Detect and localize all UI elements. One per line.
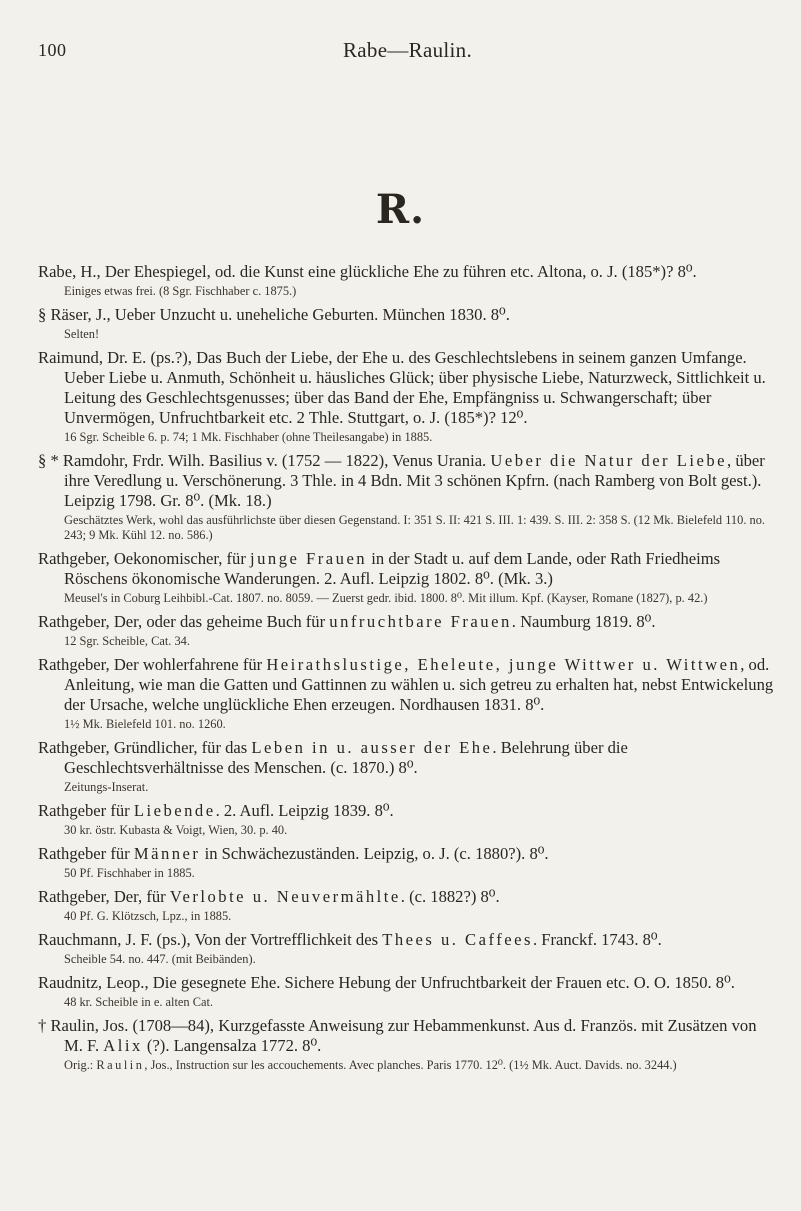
entry-rathgeber-maenner (38, 844, 778, 881)
entry-main (38, 549, 778, 589)
entry-text: , Jos., Instruction sur les accouchements. Avec planches. Paris 1770. 12⁰. (1½ Mk. Auct. Davids. no. 3244.) (144, 1058, 677, 1072)
entry-text: (?). Langensalza 1772. 8⁰. (142, 1036, 322, 1055)
entry-main (38, 930, 778, 950)
entry-note: 30 kr. östr. Kubasta & Voigt, Wien, 30. p. 40. (64, 823, 288, 837)
entry-rathgeber-wohlerfahrene (38, 655, 778, 732)
entry-note (38, 1058, 778, 1073)
entry-rathgeber-liebende (38, 801, 778, 838)
spaced-text: Heirathslustige, Eheleute, junge Wittwer u. Wittwen (266, 655, 741, 674)
entry-text: Rathgeber, Gründlicher, für das (38, 738, 252, 757)
entry-text: † Raulin, Jos. (1708—84), Kurzgefasste Anweisung zur Hebammenkunst. Aus d. Französ. mit Zusätzen von M. F. (38, 1016, 757, 1055)
entry-note: 48 kr. Scheible in e. alten Cat. (64, 995, 213, 1009)
entry-main (38, 655, 778, 715)
entry-text: , über ihre Veredlung u. Verschönerung. 3 Thle. in 4 Bdn. Mit 3 schönen Kpfrn. (nach Ramberg von Bolt gest.). Leipzig 1798. Gr. 8⁰. (Mk. 18.) (64, 451, 765, 510)
entry-text: in der Stadt u. auf dem Lande, oder Rath Friedheims Röschens ökonomische Wanderungen. 2. Aufl. Leipzig 1802. 8⁰. (Mk. 3.) (64, 549, 721, 588)
entry-note: Zeitungs-Inserat. (64, 780, 149, 794)
entry-text: . Belehrung über die Geschlechtsverhältnisse des Menschen. (c. 1870.) 8⁰. (64, 738, 628, 777)
entry-text: Rathgeber für (38, 844, 134, 863)
entry-main: § Räser, J., Ueber Unzucht u. uneheliche Geburten. München 1830. 8⁰. (38, 305, 510, 324)
entry-text: . Franckf. 1743. 8⁰. (532, 930, 662, 949)
spaced-text: unfruchtbare Frauen (329, 612, 512, 631)
entry-rathgeber-geheime (38, 612, 778, 649)
entry-rauchmann (38, 930, 778, 967)
entry-note: 1½ Mk. Bielefeld 101. no. 1260. (64, 717, 226, 731)
entry-raimund (38, 348, 778, 445)
spaced-text: Liebende (133, 801, 216, 820)
entry-text: . 2. Aufl. Leipzig 1839. 8⁰. (215, 801, 394, 820)
entry-rathgeber-oekonomischer (38, 549, 778, 606)
entry-main: Raudnitz, Leop., Die gesegnete Ehe. Sichere Hebung der Unfruchtbarkeit der Frauen etc. O. O. 1850. 8⁰. (38, 973, 735, 992)
entry-main (38, 1016, 778, 1056)
entry-main (38, 612, 778, 632)
entry-main: Rabe, H., Der Ehespiegel, od. die Kunst eine glückliche Ehe zu führen etc. Altona, o. J. (185*)? 8⁰. (38, 262, 697, 281)
entry-text: Rathgeber, Oekonomischer, für (38, 549, 251, 568)
spaced-text: Alix (103, 1036, 143, 1055)
spaced-text: junge Frauen (250, 549, 368, 568)
entry-text: . (c. 1882?) 8⁰. (400, 887, 500, 906)
entry-rathgeber-verlobte (38, 887, 778, 924)
entry-text: Rathgeber für (38, 801, 134, 820)
entry-text: , od. Anleitung, wie man die Gatten und Gattinnen zu wählen u. sich getreu zu erhalten hat, nebst Entwickelung der Ursache, welche unglückliche Ehen erzeugen. Nordhausen 1831. 8⁰. (64, 655, 774, 714)
page-number: 100 (38, 40, 67, 60)
entry-text: Rathgeber, Der, oder das geheime Buch für (38, 612, 330, 631)
entry-text: § * Ramdohr, Frdr. Wilh. Basilius v. (1752 — 1822), Venus Urania. (38, 451, 491, 470)
entry-note: 50 Pf. Fischhaber in 1885. (64, 866, 195, 880)
entry-main (38, 844, 778, 864)
entry-raeser (38, 305, 778, 342)
spaced-text: Raulin (96, 1058, 145, 1072)
entry-text: Orig.: (64, 1058, 97, 1072)
entry-note: Meusel's in Coburg Leihbibl.-Cat. 1807. no. 8059. — Zuerst gedr. ibid. 1800. 8⁰. Mit illum. Kpf. (Kayser, Romane (1827), p. 42.) (64, 591, 708, 605)
entry-rabe (38, 262, 778, 299)
section-letter: R. (375, 186, 426, 233)
entry-main (38, 451, 778, 511)
spaced-text: Verlobte u. Neuvermählte (169, 887, 401, 906)
entry-note: Scheible 54. no. 447. (mit Beibänden). (64, 952, 256, 966)
spaced-text: Thees u. Caffees (382, 930, 533, 949)
entry-text: . Naumburg 1819. 8⁰. (511, 612, 656, 631)
entry-list (38, 262, 778, 1079)
entry-text: in Schwächezuständen. Leipzig, o. J. (c. 1880?). 8⁰. (200, 844, 549, 863)
running-title: Rabe—Raulin. (343, 38, 472, 62)
entry-note: Selten! (64, 327, 100, 341)
spaced-text: Ueber die Natur der Liebe (490, 451, 728, 470)
entry-main (38, 887, 778, 907)
entry-text: Rathgeber, Der wohlerfahrene für (38, 655, 267, 674)
entry-main (38, 801, 778, 821)
entry-note: Geschätztes Werk, wohl das ausführlichste über diesen Gegenstand. I: 351 S. II: 421 S. III. 1: 439. S. III. 2: 358 S. (12 Mk. Bielefeld 110. no. 243; 9 Mk. Kühl 12. no. 586.) (64, 513, 766, 542)
entry-text: Rauchmann, J. F. (ps.), Von der Vortrefflichkeit des (38, 930, 383, 949)
entry-note: Einiges etwas frei. (8 Sgr. Fischhaber c. 1875.) (64, 284, 297, 298)
entry-main: Raimund, Dr. E. (ps.?), Das Buch der Liebe, der Ehe u. des Geschlechtslebens in seinem ganzen Umfange. Ueber Liebe u. Anmuth, Schönheit u. häusliches Glück; über physische Liebe, Naturzweck, Sittlichkeit u. Leitung des Geschlechtsgenusses; über das Band der Ehe, Empfängniss u. Schwangerschaft; über Unvermögen, Unfruchtbarkeit etc. 2 Thle. Stuttgart, o. J. (185*)? 12⁰. (38, 348, 766, 427)
entry-ramdohr (38, 451, 778, 543)
spaced-text: Leben in u. ausser der Ehe (251, 738, 493, 757)
entry-main (38, 738, 778, 778)
entry-note: 40 Pf. G. Klötzsch, Lpz., in 1885. (64, 909, 232, 923)
entry-rathgeber-gruendlicher (38, 738, 778, 795)
entry-note: 12 Sgr. Scheible, Cat. 34. (64, 634, 190, 648)
entry-text: Rathgeber, Der, für (38, 887, 170, 906)
entry-note: 16 Sgr. Scheible 6. p. 74; 1 Mk. Fischhaber (ohne Theilesangabe) in 1885. (64, 430, 433, 444)
spaced-text: Männer (133, 844, 201, 863)
entry-raudnitz (38, 973, 778, 1010)
entry-raulin (38, 1016, 778, 1073)
